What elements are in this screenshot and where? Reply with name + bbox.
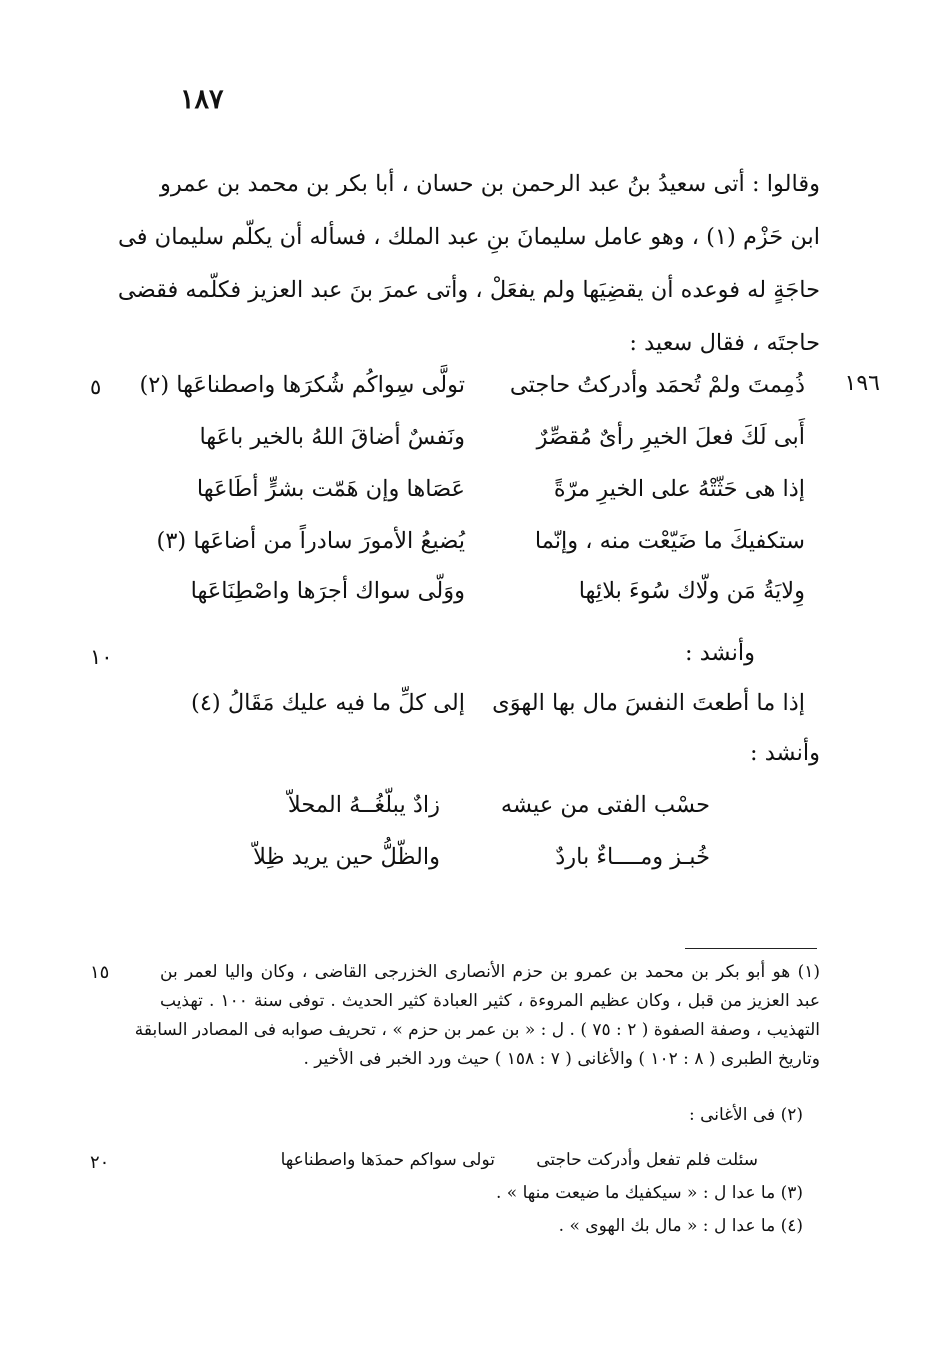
recite-intro: وأنشد : (750, 740, 820, 766)
footnote-line: عبد العزيز من قبل ، وكان عظيم المروءة ، كثير العبادة كثير الحديث . توفى سنة ١٠٠ . تهذيب (160, 991, 820, 1011)
prose-line: وقالوا : أتى سعيدُ بنُ عبد الرحمن بن حسان ، أبا بكر بن محمد بن عمرو (160, 171, 820, 197)
poem-hemistich-second: عَصَاها وإن هَمّت بشرٍّ أطَاعَها (196, 476, 465, 502)
poem-hemistich-first: وِلايَةُ مَن ولّاك سُوءَ بلائِها (578, 578, 805, 604)
footnote-line: وتاريخ الطبرى ( ٨ : ١٠٢ ) والأغانى ( ٧ : ١٥٨ ) حيث ورد الخبر فى الأخير . (303, 1049, 820, 1069)
footnote-separator (685, 948, 817, 949)
page-number: ١٨٧ (180, 84, 224, 115)
poem-hemistich-first: ذُمِمتَ ولمْ تُحمَد وأدركتُ حاجتى (509, 372, 805, 398)
verse-hemistich-first: حسْب الفتى من عيشه (500, 792, 710, 818)
footnote-2-hemistich-first: سئلت فلم تفعل وأدركت حاجتى (536, 1150, 758, 1170)
poem-number: ١٩٦ (844, 371, 880, 396)
margin-line-number-5: ٥ (90, 375, 102, 399)
verse-hemistich-second: والظّلُّ حين يريد ظِلاّ (253, 844, 440, 870)
footnote-4: (٤) ما عدا ل : « مال بك الهوى » . (558, 1216, 803, 1236)
footnote-2-intro: (٢) فى الأغانى : (688, 1105, 803, 1125)
prose-line: حاجَةٍ له فوعده أن يقضِيَها ولم يفعَلْ ، وأتى عمرَ بنَ عبد العزيز فكلّمه فقضى (117, 277, 820, 303)
poem-hemistich-second: ونَفسٌ أضاقَ اللهُ بالخير باعَها (199, 424, 465, 450)
poem-hemistich-first: إذا هى حَثّتْهُ على الخيرِ مرّةً (553, 476, 805, 502)
footnote-1 (134, 958, 820, 1074)
recite-intro: وأنشد : (685, 640, 755, 666)
footnote-3: (٣) ما عدا ل : « سيكفيك ما ضيعت منها » . (495, 1183, 803, 1203)
margin-line-number-10: ١٠ (90, 645, 113, 669)
footnote-2-hemistich-second: تولى سواكم حمدَها واصطناعها (280, 1150, 495, 1170)
poem-hemistich-second: تولَّى سِواكُم شُكرَها واصطناعَها (٢) (139, 372, 465, 398)
prose-line: حاجتَه ، فقال سعيد : (629, 330, 820, 356)
margin-line-number-20: ٢٠ (90, 1152, 110, 1173)
poem-hemistich-second: يُضيعُ الأمورَ سادراً من أضاعَها (٣) (156, 528, 465, 554)
verse-hemistich-second: إلى كلِّ ما فيه عليك مَقَالُ (٤) (191, 690, 465, 716)
footnote-line: التهذيب ، وصفة الصفوة ( ٢ : ٧٥ ) . ل : « بن عمر بن حزم » ، تحريف صوابه فى المصادر السابقة (134, 1020, 820, 1040)
verse-hemistich-first: إذا ما أطعتَ النفسَ مال بها الهوَى (492, 690, 805, 716)
poem-hemistich-first: ستكفيكَ ما ضَيّعْت منه ، وإنّما (534, 528, 805, 554)
verse-hemistich-second: زادٌ يبلّغُــهُ المحلاّ (287, 792, 440, 818)
prose-line: ابن حَزْم (١) ، وهو عامل سليمانَ بنِ عبد الملك ، فسأله أن يكلّم سليمان فى (118, 224, 820, 250)
poem-hemistich-first: أَبى لَكَ فعلَ الخيرِ رأىٌ مُقصِّرٌ (536, 424, 805, 450)
verse-hemistich-first: خُبـز ومــــاءٌ باردٌ (555, 844, 710, 870)
prose-paragraph (117, 158, 820, 370)
poem-hemistich-second: ووَلّى سواك أجرَها واصْطِنَاعَها (190, 578, 465, 604)
footnote-line: (١) هو أبو بكر بن محمد بن عمرو بن حزم الأنصارى الخزرجى القاضى ، وكان واليا لعمر بن (160, 962, 820, 982)
margin-line-number-15: ١٥ (90, 962, 110, 983)
